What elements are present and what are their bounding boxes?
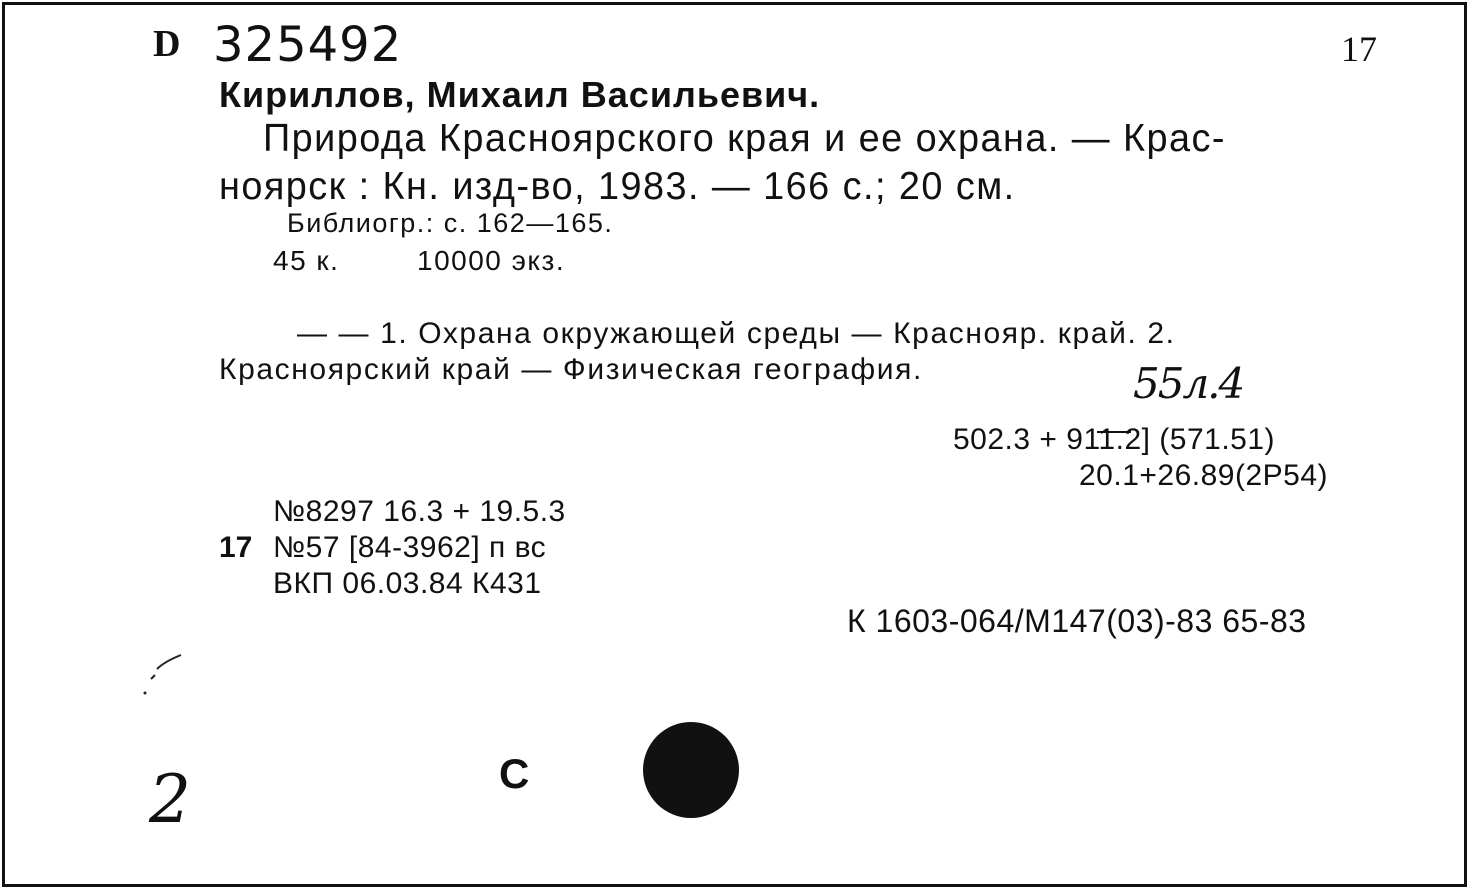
bibliography-note: Библиогр.: с. 162—165. — [287, 208, 614, 238]
handwritten-note: 55л.4 — [1133, 359, 1244, 408]
bottom-mark: С — [499, 750, 530, 797]
card-letter: D — [153, 23, 181, 65]
title-line-2: ноярск : Кн. изд-во, 1983. — 166 с.; 20 см. — [219, 165, 1016, 208]
author-heading: Кириллов, Михаил Васильевич. — [219, 74, 821, 115]
registration-line-1: №8297 16.3 + 19.5.3 — [273, 495, 566, 528]
publication-code: К 1603-064/М147(03)-83 65-83 — [847, 603, 1307, 639]
punch-hole — [643, 722, 739, 818]
handwritten-corner-mark: 2 — [149, 761, 191, 838]
subject-headings-line-2: Красноярский край — Физическая география. — [219, 353, 923, 386]
classification-struck-digits: 11 — [1083, 423, 1116, 456]
registration-line-2: №57 [84-3962] п вс — [273, 531, 547, 564]
classification-part-1: 502.3 + 9 — [953, 423, 1084, 456]
classification-line-2: 20.1+26.89(2Р54) — [1079, 459, 1329, 492]
catalog-card — [2, 2, 1467, 887]
pencil-scribble-icon — [141, 649, 185, 699]
price: 45 к. — [273, 245, 340, 276]
registration-prefix: 17 — [219, 531, 253, 564]
classification-line-1 — [953, 425, 1275, 455]
title-line-1: Природа Красноярского края и ее охрана. — Крас- — [263, 117, 1226, 160]
subject-headings-line-1: — — 1. Охрана окружающей среды — Краснояр. край. 2. — [297, 317, 1176, 350]
classification-part-2: .2] (571.51) — [1115, 423, 1276, 456]
card-number: 325492 — [213, 17, 403, 73]
registration-line-3: ВКП 06.03.84 К431 — [273, 567, 542, 600]
corner-number: 17 — [1341, 29, 1377, 69]
print-run: 10000 экз. — [417, 245, 566, 276]
